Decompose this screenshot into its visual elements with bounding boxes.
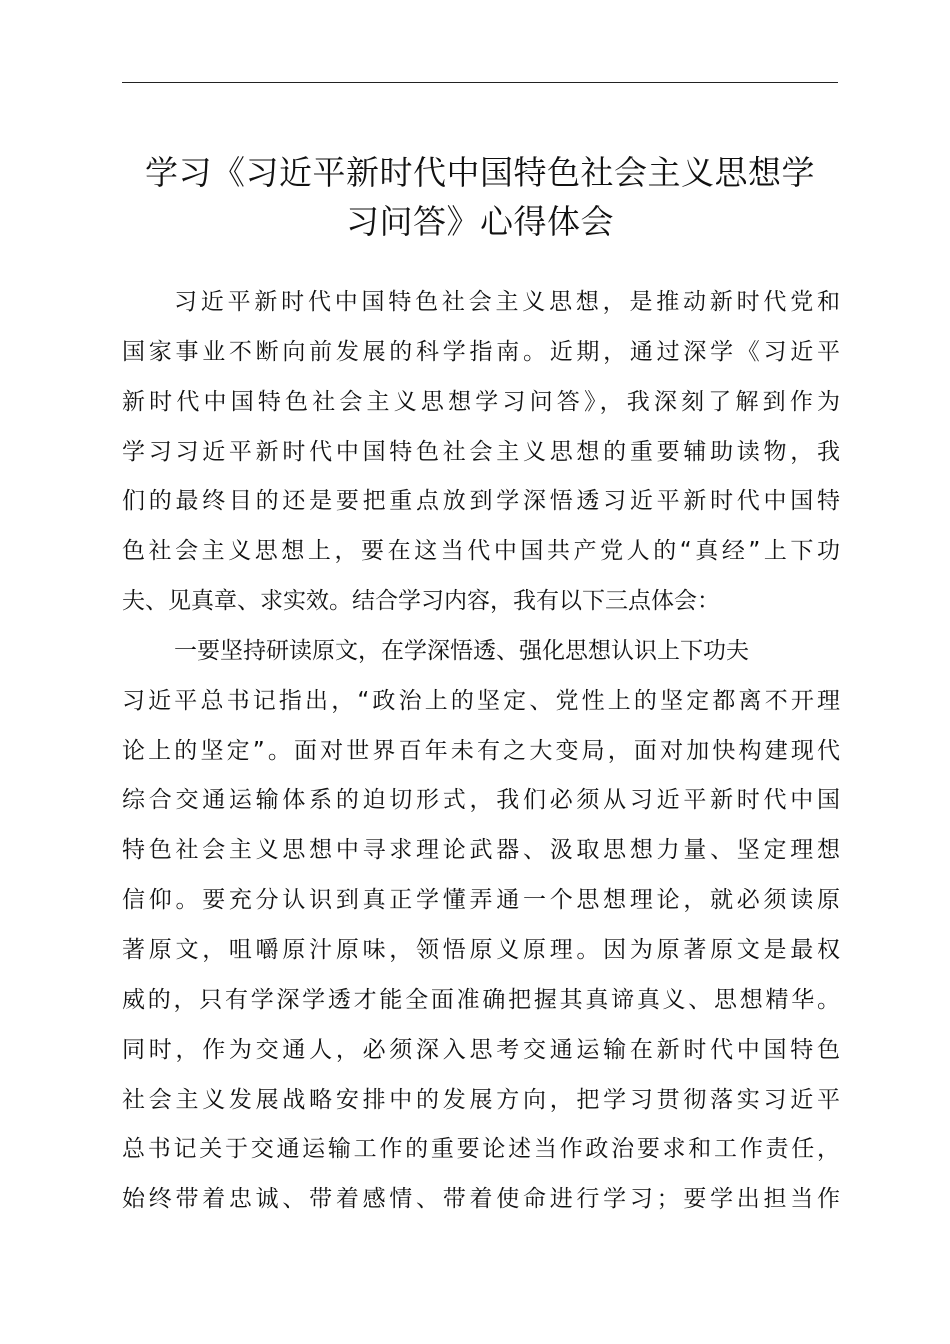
- title-line-2: 习问答》心得体会: [346, 202, 614, 241]
- body-line: 习近平总书记指出，“政治上的坚定、党性上的坚定都离不开理: [122, 687, 840, 714]
- body-line: 一要坚持研读原文，在学深悟透、强化思想认识上下功夫: [174, 637, 749, 664]
- document-title: [110, 148, 850, 246]
- body-line: 国家事业不断向前发展的科学指南。近期，通过深学《习近平: [122, 338, 840, 365]
- header-rule: [122, 82, 838, 83]
- body-line: 总书记关于交通运输工作的重要论述当作政治要求和工作责任，: [122, 1136, 840, 1163]
- document-body: [122, 278, 840, 1225]
- body-line: 同时，作为交通人，必须深入思考交通运输在新时代中国特色: [122, 1036, 840, 1063]
- body-line: 学习习近平新时代中国特色社会主义思想的重要辅助读物，我: [122, 438, 840, 465]
- body-line: 新时代中国特色社会主义思想学习问答》，我深刻了解到作为: [122, 388, 840, 415]
- body-line: 威的，只有学深学透才能全面准确把握其真谛真义、思想精华。: [122, 986, 840, 1013]
- body-line: 始终带着忠诚、带着感情、带着使命进行学习；要学出担当作: [122, 1186, 840, 1213]
- body-line: 们的最终目的还是要把重点放到学深悟透习近平新时代中国特: [122, 488, 840, 515]
- body-line: 色社会主义思想上，要在这当代中国共产党人的“真经”上下功: [122, 538, 840, 565]
- body-line: 特色社会主义思想中寻求理论武器、汲取思想力量、坚定理想: [122, 837, 840, 864]
- body-line: 信仰。要充分认识到真正学懂弄通一个思想理论，就必须读原: [122, 887, 840, 914]
- body-line: 著原文，咀嚼原汁原味，领悟原义原理。因为原著原文是最权: [122, 936, 840, 963]
- body-line: 社会主义发展战略安排中的发展方向，把学习贯彻落实习近平: [122, 1086, 840, 1113]
- body-line: 夫、见真章、求实效。结合学习内容，我有以下三点体会：: [122, 588, 720, 615]
- body-line: 论上的坚定”。面对世界百年未有之大变局，面对加快构建现代: [122, 737, 840, 764]
- body-line: 综合交通运输体系的迫切形式，我们必须从习近平新时代中国: [122, 787, 840, 814]
- body-line: 习近平新时代中国特色社会主义思想，是推动新时代党和: [174, 289, 840, 315]
- title-line-1: 学习《习近平新时代中国特色社会主义思想学: [145, 153, 815, 192]
